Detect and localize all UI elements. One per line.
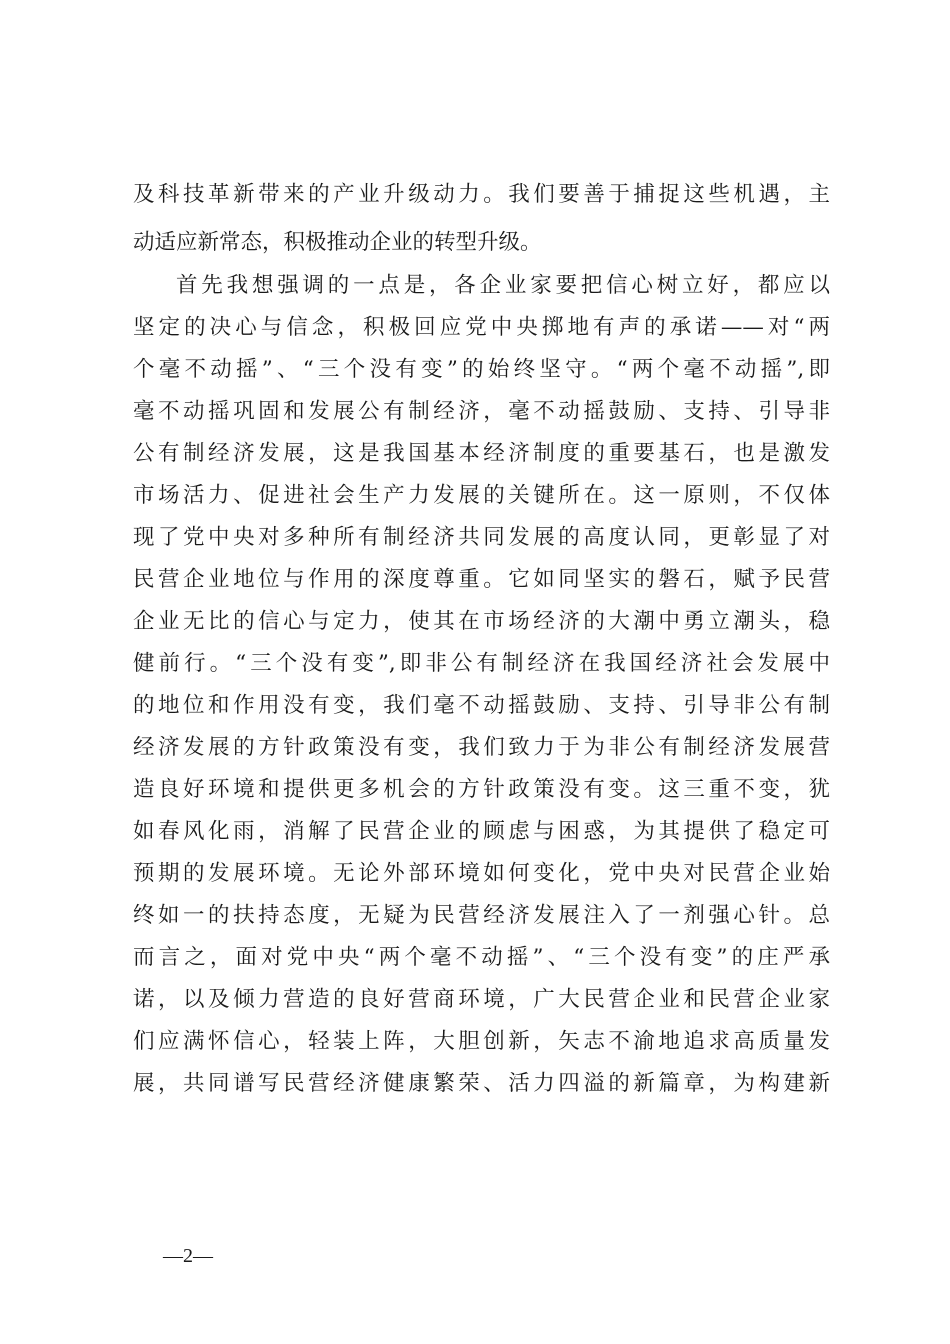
text-line-13: 的地位和作用没有变，我们毫不动摇鼓励、支持、引导非公有制 (133, 693, 830, 718)
text-line-17: 预期的发展环境。无论外部环境如何变化，党中央对民营企业始 (133, 861, 830, 886)
page-number: —2— (163, 1245, 213, 1267)
text-line-18: 终如一的扶持态度，无疑为民营经济发展注入了一剂强心针。总 (133, 903, 830, 928)
text-line-20: 诺，以及倾力营造的良好营商环境，广大民营企业和民营企业家 (133, 987, 830, 1012)
text-line-16: 如春风化雨，消解了民营企业的顾虑与困惑，为其提供了稳定可 (133, 819, 830, 844)
text-line-8: 市场活力、促进社会生产力发展的关键所在。这一原则，不仅体 (133, 483, 830, 508)
text-line-21: 们应满怀信心，轻装上阵，大胆创新，矢志不渝地追求高质量发 (133, 1029, 830, 1054)
text-line-15: 造良好环境和提供更多机会的方针政策没有变。这三重不变，犹 (133, 777, 830, 802)
text-line-11: 企业无比的信心与定力，使其在市场经济的大潮中勇立潮头，稳 (133, 609, 830, 634)
text-line-2: 动适应新常态，积极推动企业的转型升级。 (133, 230, 542, 255)
text-line-9: 现了党中央对多种所有制经济共同发展的高度认同，更彰显了对 (133, 525, 830, 550)
text-line-14: 经济发展的方针政策没有变，我们致力于为非公有制经济发展营 (133, 735, 830, 760)
text-line-7: 公有制经济发展，这是我国基本经济制度的重要基石，也是激发 (133, 441, 830, 466)
text-line-19: 而言之，面对党中央“两个毫不动摇”、“三个没有变”的庄严承 (133, 945, 830, 970)
text-line-6: 毫不动摇巩固和发展公有制经济，毫不动摇鼓励、支持、引导非 (133, 399, 830, 424)
text-line-12: 健前行。“三个没有变”,即非公有制经济在我国经济社会发展中 (133, 651, 830, 676)
text-line-10: 民营企业地位与作用的深度尊重。它如同坚实的磐石，赋予民营 (133, 567, 830, 592)
text-line-1: 及科技革新带来的产业升级动力。我们要善于捕捉这些机遇，主 (133, 182, 830, 207)
text-line-3: 首先我想强调的一点是，各企业家要把信心树立好，都应以 (176, 273, 830, 298)
text-line-22: 展，共同谱写民营经济健康繁荣、活力四溢的新篇章，为构建新 (133, 1071, 830, 1096)
text-line-5: 个毫不动摇”、“三个没有变”的始终坚守。“两个毫不动摇”,即 (133, 357, 830, 382)
text-line-4: 坚定的决心与信念，积极回应党中央掷地有声的承诺——对“两 (133, 315, 830, 340)
